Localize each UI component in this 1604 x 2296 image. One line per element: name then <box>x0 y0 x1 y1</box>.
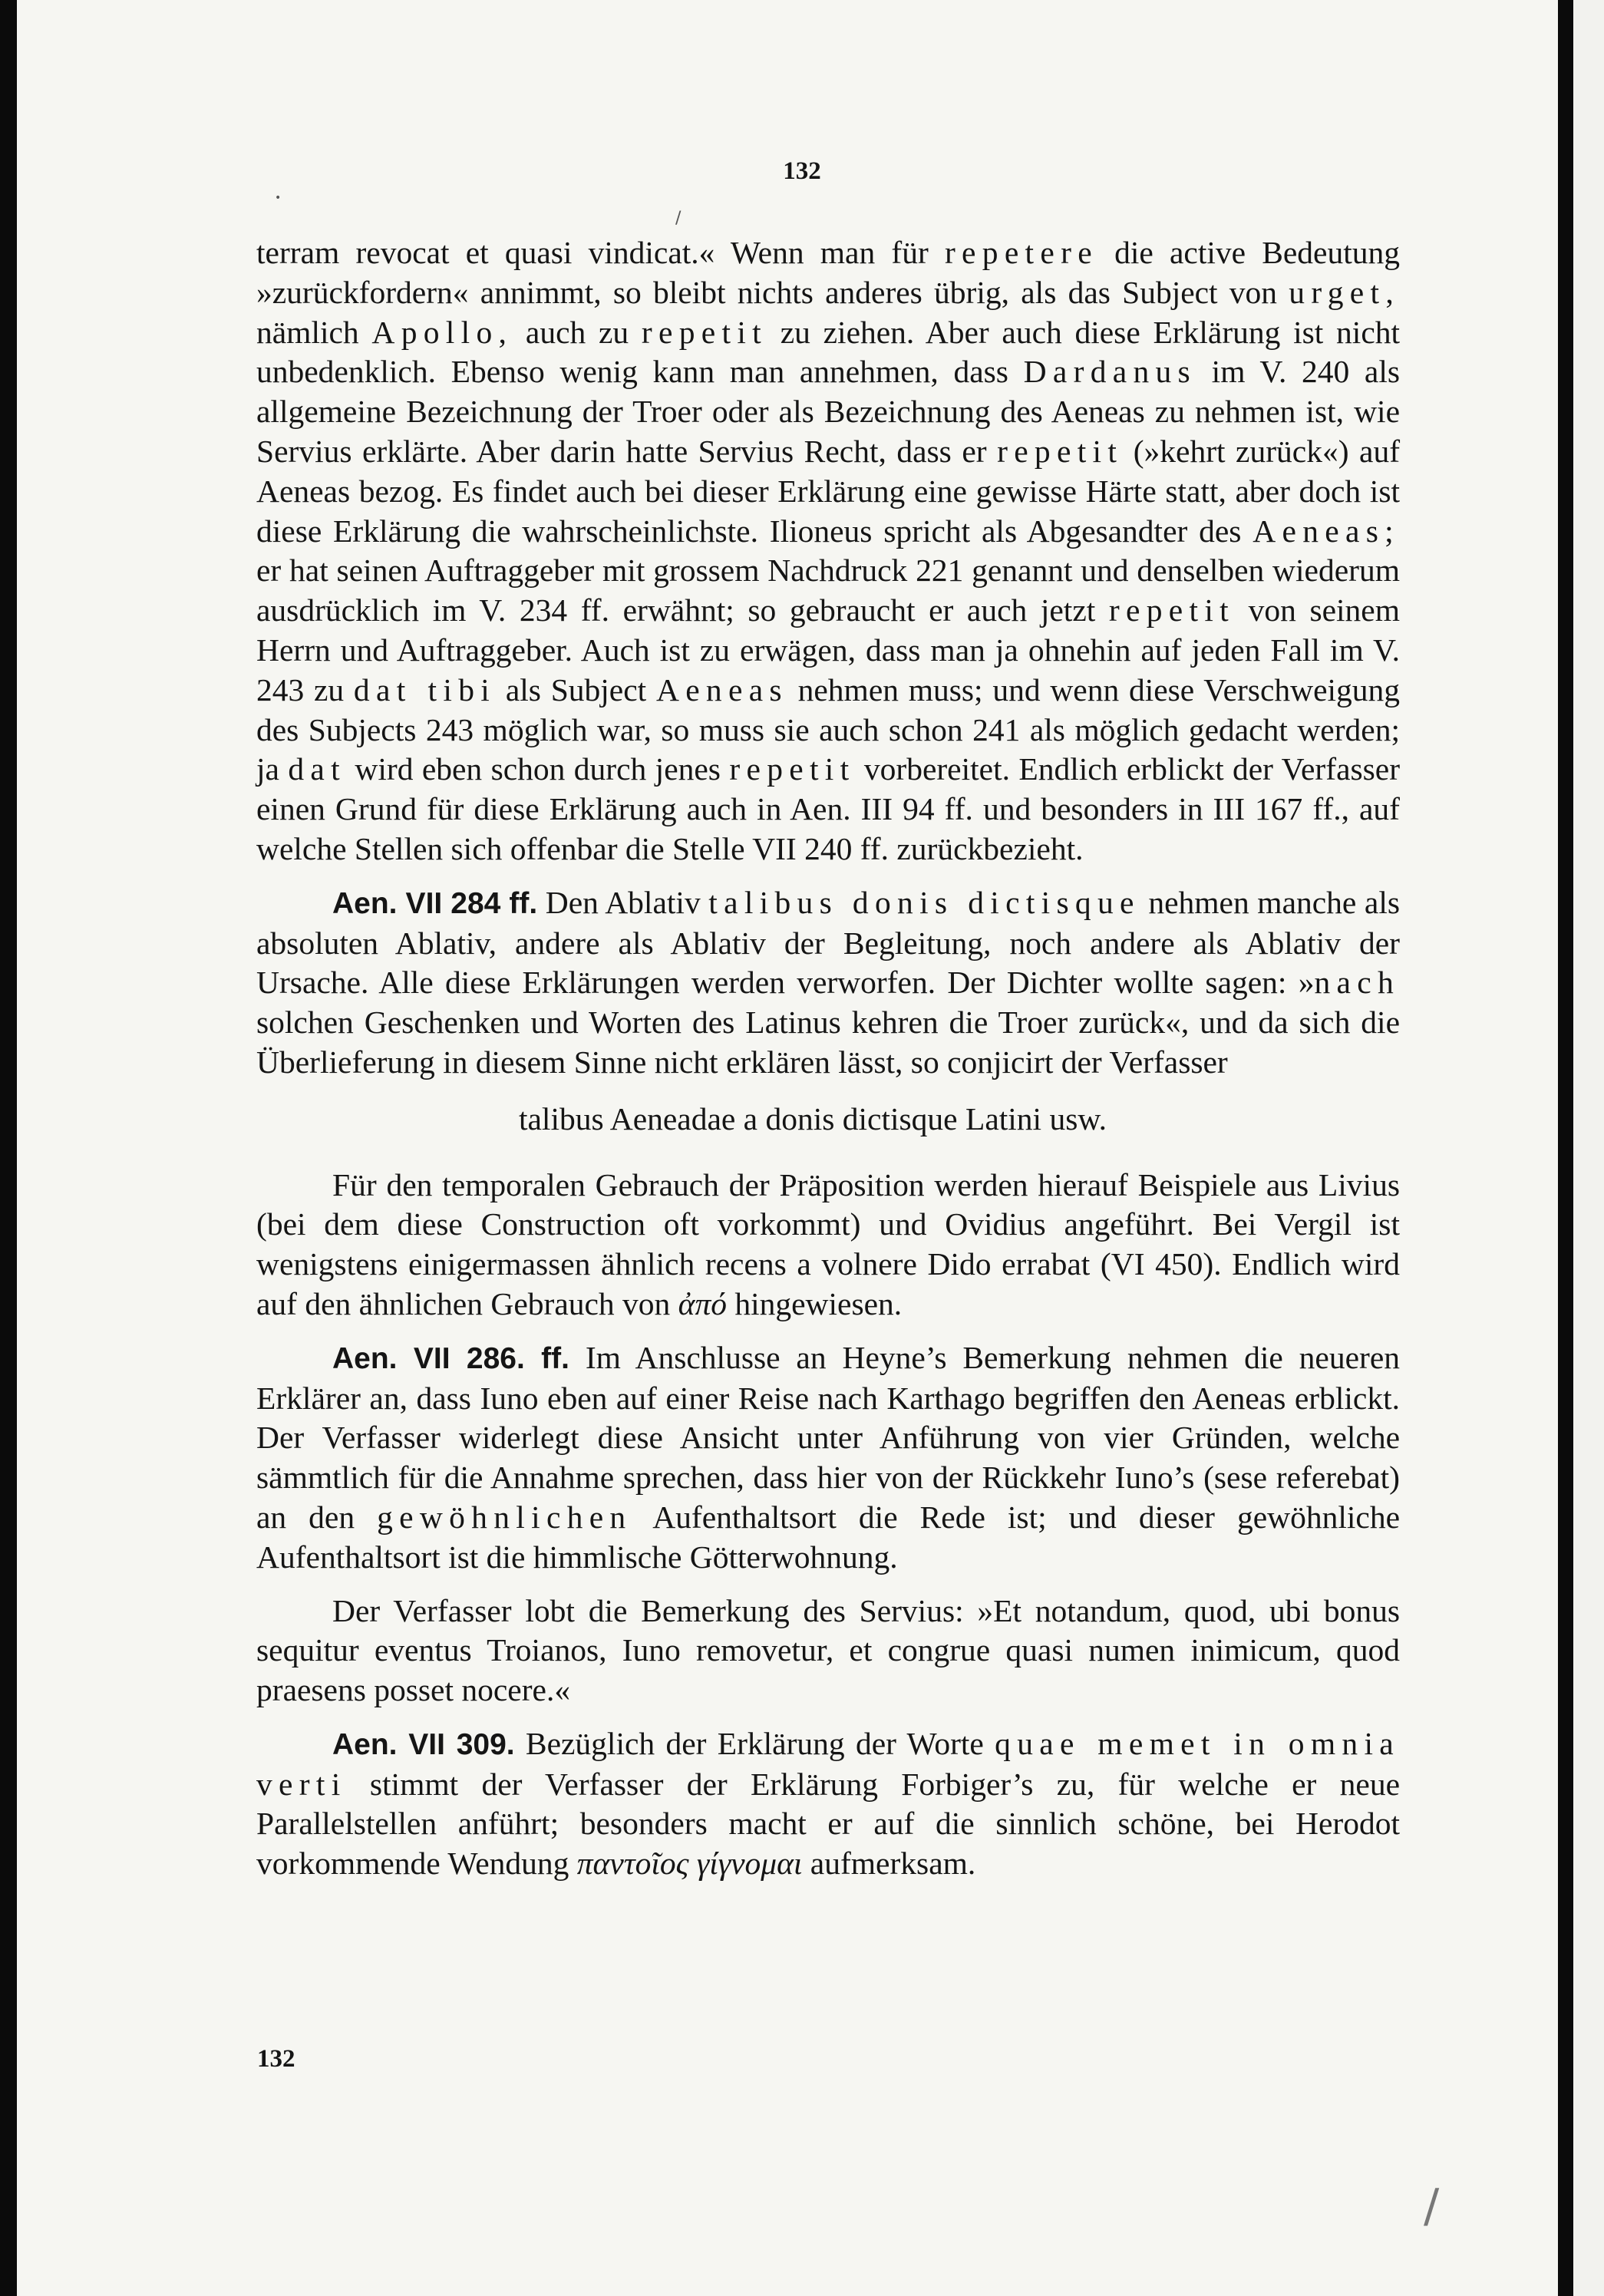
spaced-term: gewöhnlichen <box>377 1499 632 1535</box>
paragraph <box>256 883 1400 1083</box>
text-run: wird eben schon durch jenes <box>355 751 721 787</box>
text-run: die active Bedeutung »zurückfordern« annimmt, so bleibt nichts anderes übrig, als das Subject von <box>256 235 1401 310</box>
text-run: (»kehrt zurück«) auf Aeneas bezog. Es findet auch bei dieser Erklärung eine gewisse Härte statt, aber doch ist diese Erklärung die wahrscheinlichste. Ilioneus spricht als Abgesandter des <box>256 433 1401 549</box>
verse-reference: Aen. VII 286. ff. <box>332 1341 569 1375</box>
spaced-term: quae memet in omnia verti <box>256 1725 1401 1802</box>
spaced-term: Apollo, <box>371 314 513 350</box>
spaced-term: Aeneas; <box>1253 513 1400 549</box>
spaced-term: urget, <box>1289 274 1400 310</box>
spaced-term: dat <box>288 751 346 787</box>
text-run: zu ziehen. Aber auch diese Erklärung ist nicht unbedenklich. Ebenso wenig kann man annehmen, dass <box>256 314 1401 390</box>
spaced-term: talibus donis dictisque <box>708 884 1140 920</box>
text-run: auch zu <box>525 314 629 350</box>
text-run: Den Ablativ <box>545 884 701 920</box>
text-run: vorbereitet. Endlich erblickt der Verfasser einen Grund für diese Erklärung auch in Aen. III 94 ff. und besonders in III 167 ff., auf welche Stellen sich offenbar die Stelle VII 240 ff. zurückbezieht. <box>256 751 1401 866</box>
text-run: er hat seinen Auftraggeber mit grossem Nachdruck 221 genannt und denselben wiederum ausdrücklich im V. 234 ff. erwähnt; so gebraucht er auch jetzt <box>256 553 1400 628</box>
greek-phrase: παντοῖος γίγνομαι <box>576 1846 803 1882</box>
paragraph <box>256 1592 1400 1710</box>
page-number-bottom: 132 <box>257 2045 295 2073</box>
text-run: terram revocat et quasi vindicat.« Wenn man für <box>256 235 929 270</box>
spaced-term: dat tibi <box>353 671 497 708</box>
text-run: Der Verfasser lobt die Bemerkung des Servius: »Et notandum, quod, ubi bonus sequitur eventus Troianos, Iuno removetur, et congrue quasi numen inimicum, quod praesens posset nocere.« <box>256 1592 1400 1708</box>
spaced-term: repetit <box>1108 592 1235 628</box>
spaced-term: Aeneas <box>655 671 788 708</box>
spaced-term: Dardanus <box>1023 354 1197 390</box>
paragraph <box>256 1166 1400 1324</box>
body-text <box>256 233 1400 1884</box>
text-run: solchen Geschenken und Worten des Latinus kehren die Troer zurück«, und da sich die Überlieferung in diesem Sinne nicht erklären lässt, so conjicirt der Verfasser <box>256 1004 1400 1080</box>
text-run: aufmerksam. <box>810 1846 976 1882</box>
pencil-mark: / <box>1424 2179 1440 2233</box>
spaced-term: repetit <box>729 751 856 787</box>
text-run: von seinem Herrn und Auftraggeber. Auch ist zu erwägen, dass man ja ohnehin auf jeden Fall im V. 243 zu <box>256 592 1401 708</box>
paragraph <box>256 233 1400 869</box>
facing-page-edge <box>1573 0 1604 2296</box>
text-run: Bezüglich der Erklärung der Worte <box>525 1725 984 1761</box>
spaced-term: repetere <box>944 235 1098 270</box>
text-run: nehmen manche als absoluten Ablativ, andere als Ablativ der Begleitung, noch andere als Ablativ der Ursache. Alle diese Erklärungen werden verworfen. Der Dichter wollte sagen: » <box>256 884 1401 1001</box>
verse-reference: Aen. VII 309. <box>332 1727 515 1761</box>
text-run: stimmt der Verfasser der Erklärung Forbiger’s zu, für welche er neue Parallelstellen anführt; besonders macht er auf die sinnlich schöne, bei Herodot vorkommende Wendung <box>256 1766 1400 1882</box>
text-run: nämlich <box>256 314 359 350</box>
text-run: nehmen muss; und wenn diese Verschweigung des Subjects 243 möglich war, so muss sie auch schon 241 als möglich gedacht werden; ja <box>256 671 1401 787</box>
greek-word: ἀπό <box>678 1285 727 1321</box>
scan-speck: • <box>275 192 282 204</box>
text-run: Für den temporalen Gebrauch der Präposition werden hierauf Beispiele aus Livius (bei dem diese Construction oft vorkommt) und Ovidius angeführt. Bei Vergil ist wenigstens einigermassen ähnlich recens a volnere Dido errabat (VI 450). Endlich wird auf den ähnlichen Gebrauch von <box>256 1166 1400 1321</box>
text-run: als Subject <box>505 671 647 708</box>
spaced-term: nach <box>1314 965 1400 1001</box>
paragraph <box>256 1338 1400 1578</box>
spaced-term: repetit <box>997 433 1124 469</box>
spaced-term: repetit <box>641 314 767 350</box>
conjecture-quote: talibus Aeneadae a donis dictisque Latini usw. <box>518 1100 1107 1136</box>
text-run: Im Anschlusse an Heyne’s Bemerkung nehmen die neueren Erklärer an, dass Iuno eben auf einer Reise nach Karthago begriffen den Aeneas erblickt. Der Verfasser widerlegt diese Ansicht unter Anführung von vier Gründen, welche sämmtlich für die Annahme sprechen, dass hier von der Rückkehr Iuno’s (sese referebat) an den <box>256 1339 1401 1535</box>
text-run: im V. 240 als allgemeine Bezeichnung der Troer oder als Bezeichnung des Aeneas zu nehmen ist, wie Servius erklärte. Aber darin hatte Servius Recht, dass er <box>256 354 1401 469</box>
paragraph <box>256 1724 1400 1884</box>
text-run: hingewiesen. <box>734 1285 903 1321</box>
page-number-top: 132 <box>783 157 821 185</box>
pencil-mark: / <box>675 209 682 228</box>
verse-reference: Aen. VII 284 ff. <box>332 886 538 920</box>
text-run: Aufenthaltsort die Rede ist; und dieser gewöhnliche Aufenthaltsort ist die himmlische Götterwohnung. <box>256 1499 1400 1575</box>
